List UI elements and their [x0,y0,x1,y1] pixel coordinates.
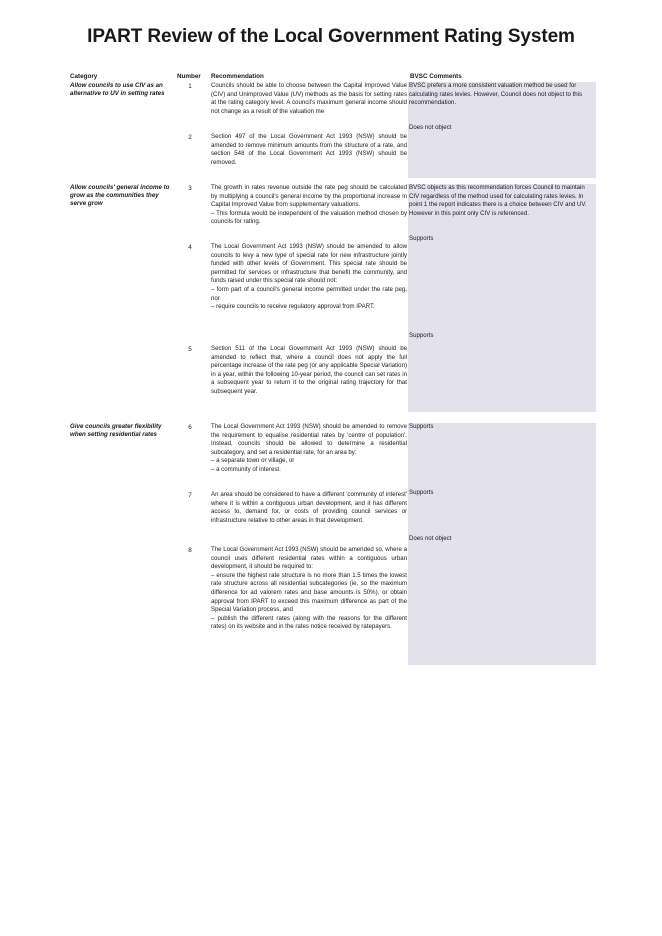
rec-number: 1 [188,83,192,90]
comment-cell [408,184,596,412]
comment-text: Supports [409,235,434,243]
recommendation-text [211,82,407,116]
rec-number: 3 [188,185,192,192]
rec-paragraph: Councils should be able to choose between the Capital Improved Value (CIV) and Unimproved Value (UV) methods as the basis for setting rates at the rating category level. A council's maximum general income should not change as a result of the valuation me [211,82,407,115]
category-label: Give councils greater flexibility when setting residential rates [70,423,162,439]
header-comments: BVSC Comments [410,73,462,80]
rec-paragraph: – form part of a council's general income permitted under the rate peg, nor [211,285,407,302]
header-recommendation: Recommendation [211,73,264,80]
header-number: Number [177,73,201,80]
rec-number: 8 [188,547,192,554]
category-label: Allow councils' general income to grow as the communities they serve grow [70,184,170,208]
recommendation-text [211,491,407,525]
recommendation-text [211,345,407,397]
rec-paragraph: – ensure the highest rate structure is no more than 1.5 times the lowest rate structure across all residential subcategories (ie, so the maximum difference for ad valorem rates and base amounts is 50%), or obtain approval from IPART to exceed this maximum difference as part of the Special Variation process, and [211,571,407,614]
rec-paragraph: The growth in rates revenue outside the rate peg should be calculated by multiplying a council's general income by the proportional increase in Capital Improved Value from supplementary valuations. [211,184,407,209]
rec-paragraph: Section 497 of the Local Government Act 1993 (NSW) should be amended to remove minimum amounts from the structure of a rate, and section 548 of the Local Government Act 1993 (NSW) should be removed. [211,133,407,166]
comment-text: Does not object [409,123,452,131]
comment-text: BVSC objects as this recommendation forces Council to maintain CIV regardless of the method used for calculating rates levies. In point 1 the report indicates there is a choice between CIV and UV. However in this point only CIV is referenced. [409,184,587,217]
comment-text: Does not object [409,535,452,543]
rec-paragraph: – publish the different rates (along with the reasons for the different rates) on its website and in the rates notice received by ratepayers. [211,614,407,631]
rec-number: 6 [188,424,192,431]
rec-paragraph: The Local Government Act 1993 (NSW) should be amended to allow councils to levy a new type of special rate for new infrastructure jointly funded with other levels of Government. This special rate should be permitted for services or infrastructure that benefit the community, and funds raised under this special rate should not: [211,243,407,285]
rec-paragraph: – require councils to receive regulatory approval from IPART. [211,303,375,311]
comment-cell [408,82,596,178]
recommendation-text [211,423,407,475]
rec-number: 4 [188,244,192,251]
rec-number: 5 [188,346,192,353]
rec-number: 7 [188,492,192,499]
comment-text: BVSC prefers a more consistent valuation method be used for calculating rates levies. However, Council does not object to this recommendation. [409,82,583,107]
recommendation-text [211,546,407,632]
header-category: Category [70,73,98,80]
comment-text: Supports [409,331,434,339]
recommendation-text [211,133,407,167]
comment-cell [408,423,596,665]
category-label: Allow councils to use CIV as an alternative to UV in setting rates [70,82,165,98]
rec-paragraph: Section 511 of the Local Government Act 1993 (NSW) should be amended to reflect that, where a council does not apply the full percentage increase of the rate peg (or any applicable Special Variation) in a year, within the following 10-year period, the council can set rates in a subsequent year to return it to the original rating trajectory for that subsequent year. [211,345,407,395]
recommendation-text [211,243,407,312]
rec-paragraph: – a separate town or village, or [211,457,295,465]
rec-paragraph: An area should be considered to have a different 'community of interest' where it is within a contiguous urban development, and it has different access to, demand for, or costs of providing council services or infrastructure relative to other areas in that development. [211,491,407,524]
rec-paragraph: – This formula would be independent of the valuation method chosen by councils for rating. [211,209,407,226]
rec-paragraph: The Local Government Act 1993 (NSW) should be amended so, where a council uses different residential rates within a contiguous urban development, it should be required to: [211,546,407,571]
rec-paragraph: – a community of interest. [211,465,281,473]
rec-paragraph: The Local Government Act 1993 (NSW) should be amended to remove the requirement to equalise residential rates by 'centre of population'. Instead, councils should be allowed to determine a residential subcategory, and set a residential rate, for an area by: [211,423,407,456]
rec-number: 2 [188,134,192,141]
page-title: IPART Review of the Local Government Rating System [87,26,575,47]
comment-text: Supports [409,423,434,430]
comment-text: Supports [409,488,434,496]
recommendation-text [211,184,407,227]
